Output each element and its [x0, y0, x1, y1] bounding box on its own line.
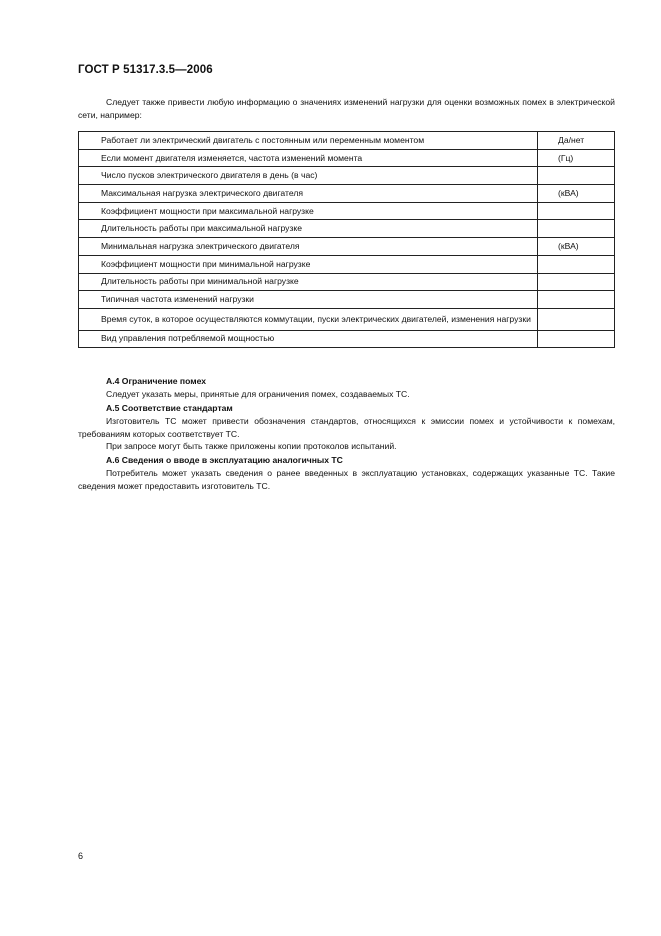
table-row: [79, 220, 615, 238]
parameter-cell: Длительность работы при максимальной нагрузке: [79, 220, 538, 238]
table-row: [79, 149, 615, 167]
parameter-cell: Максимальная нагрузка электрического двигателя: [79, 185, 538, 203]
unit-cell: (кВА): [538, 238, 615, 256]
table-row: [79, 185, 615, 203]
parameter-cell: Время суток, в которое осуществляются коммутации, пуски электрических двигателей, изменения нагрузки: [79, 308, 538, 330]
unit-cell: [538, 167, 615, 185]
unit-cell: [538, 330, 615, 348]
table-row: [79, 255, 615, 273]
parameter-cell: Длительность работы при минимальной нагрузке: [79, 273, 538, 291]
table-row: [79, 273, 615, 291]
parameter-cell: Коэффициент мощности при минимальной нагрузке: [79, 255, 538, 273]
section-a6-title: А.6 Сведения о вводе в эксплуатацию аналогичных ТС: [106, 455, 343, 465]
table-row: [79, 202, 615, 220]
unit-cell: [538, 308, 615, 330]
section-a4-title: А.4 Ограничение помех: [106, 376, 207, 386]
load-parameters-table: [78, 131, 615, 348]
section-a5-title: А.5 Соответствие стандартам: [106, 403, 233, 413]
section-a5-text-2: При запросе могут быть также приложены копии протоколов испытаний.: [106, 441, 397, 451]
parameter-cell: Работает ли электрический двигатель с постоянным или переменным моментом: [79, 132, 538, 150]
unit-cell: [538, 202, 615, 220]
parameter-cell: Минимальная нагрузка электрического двигателя: [79, 238, 538, 256]
parameter-cell: Типичная частота изменений нагрузки: [79, 291, 538, 309]
unit-cell: [538, 291, 615, 309]
unit-cell: [538, 220, 615, 238]
parameter-cell: Число пусков электрического двигателя в день (в час): [79, 167, 538, 185]
section-a5-text-1: Изготовитель ТС может привести обозначения стандартов, относящихся к эмиссии помех и устойчивости к помехам, требованиям которых соответствует ТС.: [78, 416, 615, 439]
table-row: [79, 308, 615, 330]
unit-cell: [538, 255, 615, 273]
unit-cell: [538, 273, 615, 291]
table-row: [79, 330, 615, 348]
parameter-cell: Вид управления потребляемой мощностью: [79, 330, 538, 348]
table-row: [79, 238, 615, 256]
unit-cell: Да/нет: [538, 132, 615, 150]
table-row: [79, 132, 615, 150]
parameter-cell: Если момент двигателя изменяется, частота изменений момента: [79, 149, 538, 167]
intro-paragraph: Следует также привести любую информацию о значениях изменений нагрузки для оценки возможных помех в электрической сети, например:: [78, 97, 615, 120]
table-row: [79, 167, 615, 185]
unit-cell: (кВА): [538, 185, 615, 203]
section-a6-text: Потребитель может указать сведения о ранее введенных в эксплуатацию установках, содержащих указанные ТС. Такие сведения может предоставить изготовитель ТС.: [78, 468, 615, 491]
section-a4-text: Следует указать меры, принятые для ограничения помех, создаваемых ТС.: [106, 389, 410, 399]
document-header: ГОСТ Р 51317.3.5—2006: [78, 64, 213, 76]
parameter-cell: Коэффициент мощности при максимальной нагрузке: [79, 202, 538, 220]
unit-cell: (Гц): [538, 149, 615, 167]
table-row: [79, 291, 615, 309]
page-number: 6: [78, 851, 84, 861]
